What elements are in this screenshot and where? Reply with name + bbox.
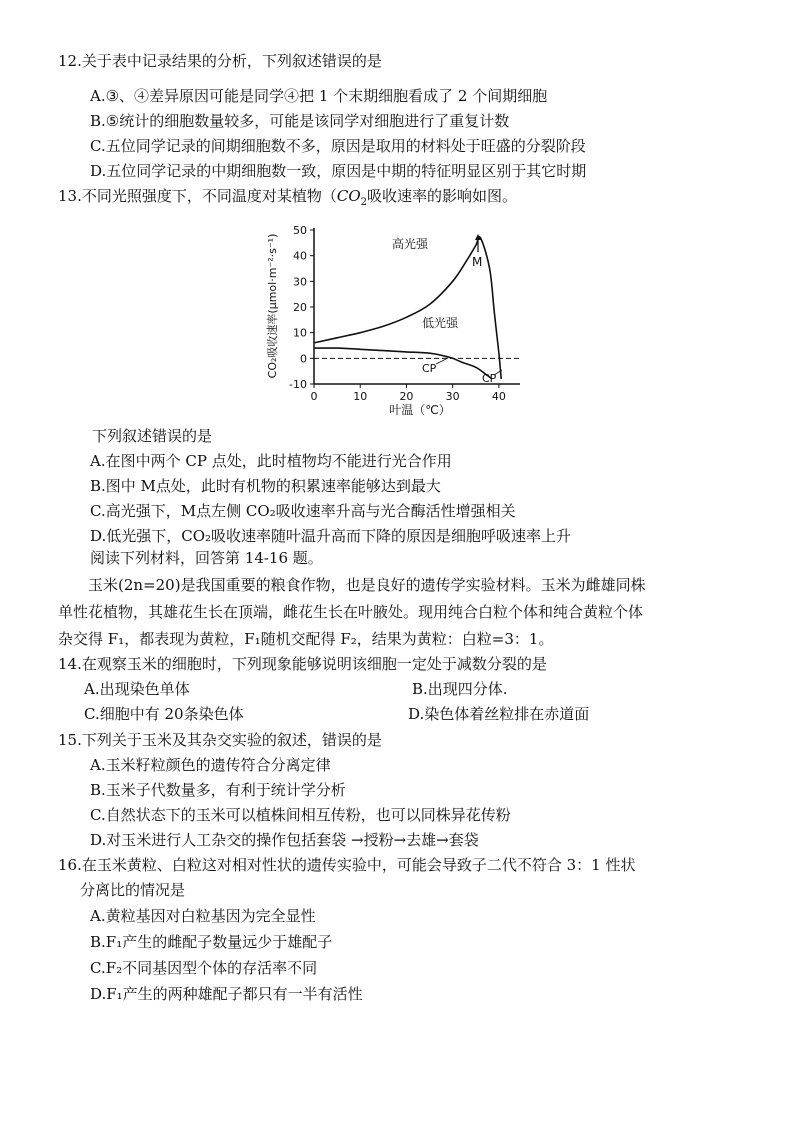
x-tick-label: 40 (491, 390, 506, 403)
q14-option-b: B.出现四分体. (412, 680, 508, 698)
annotation-cp-high: CP (482, 372, 497, 385)
x-tick-label: 0 (310, 390, 318, 403)
material-line-3: 杂交得 F₁，都表现为黄粒，F₁随机交配得 F₂，结果为黄粒：白粒=3：1。 (58, 630, 554, 648)
series-label-low: 低光强 (422, 316, 459, 330)
material-line-2: 单性花植物，其雄花生长在顶端，雌花生长在叶腋处。现用纯合白粒个体和纯合黄粒个体 (58, 603, 644, 621)
q13-option-a: A.在图中两个 CP 点处，此时植物均不能进行光合作用 (90, 452, 452, 470)
q13-option-c: C.高光强下，M点左侧 CO₂吸收速率升高与光合酶活性增强相关 (90, 502, 516, 520)
y-tick-label: 30 (293, 275, 307, 289)
x-axis-label: 叶温（℃） (389, 403, 451, 417)
y-tick-label: -10 (289, 378, 307, 391)
y-axis-label: CO₂吸收速率(μmol·m⁻²·s⁻¹) (266, 233, 279, 379)
annotation-cp-low: CP (422, 362, 437, 375)
q13-prompt: 下列叙述错误的是 (92, 427, 213, 445)
y-tick-label: 10 (293, 326, 307, 340)
x-tick-label: 30 (445, 390, 460, 403)
q13-stem: 13.不同光照强度下，不同温度对某植物（$CO_2$吸收速率的影响如图。 (58, 187, 518, 208)
q15-stem: 15.下列关于玉米及其杂交实验的叙述，错误的是 (58, 731, 382, 749)
x-tick-label: 10 (353, 390, 368, 403)
q12-option-a: A.③、④差异原因可能是同学④把 1 个末期细胞看成了 2 个间期细胞 (90, 87, 548, 105)
series-label-high: 高光强 (392, 237, 429, 251)
q12-option-b: B.⑤统计的细胞数量较多，可能是该同学对细胞进行了重复计数 (90, 112, 510, 130)
q12-stem: 12.关于表中记录结果的分析，下列叙述错误的是 (58, 52, 382, 70)
q14-option-d: D.染色体着丝粒排在赤道面 (408, 705, 590, 723)
y-tick-label: 50 (293, 224, 307, 237)
series-line-low-light (314, 348, 492, 379)
q15-option-d: D.对玉米进行人工杂交的操作包括套袋 →授粉→去雄→套袋 (90, 831, 479, 849)
q16-option-a: A.黄粒基因对白粒基因为完全显性 (90, 907, 316, 925)
co2-uptake-chart (260, 214, 530, 424)
q13-option-d: D.低光强下，CO₂吸收速率随叶温升高而下降的原因是细胞呼吸速率上升 (90, 527, 572, 545)
q16-stem: 16.在玉米黄粒、白粒这对相对性状的遗传实验中，可能会导致子二代不符合 3：1 性状 (58, 856, 636, 874)
q16-stem-cont: 分离比的情况是 (80, 881, 186, 899)
q15-option-b: B.玉米子代数量多，有利于统计学分析 (90, 781, 346, 799)
q12-option-d: D.五位同学记录的中期细胞数一致，原因是中期的特征明显区别于其它时期 (90, 162, 587, 180)
q15-option-c: C.自然状态下的玉米可以植株间相互传粉，也可以同株异花传粉 (90, 806, 511, 824)
q16-option-d: D.F₁产生的两种雄配子都只有一半有活性 (90, 985, 363, 1003)
q13-option-b: B.图中 M点处，此时有机物的积累速率能够达到最大 (90, 477, 441, 495)
material-intro: 阅读下列材料，回答第 14-16 题。 (90, 549, 323, 567)
q14-option-c: C.细胞中有 20条染色体 (84, 705, 244, 723)
y-tick-label: 40 (293, 249, 307, 263)
y-tick-label: 0 (300, 352, 307, 366)
x-tick-label: 20 (399, 390, 414, 403)
q14-option-a: A.出现染色单体 (84, 680, 190, 698)
q14-stem: 14.在观察玉米的细胞时，下列现象能够说明该细胞一定处于减数分裂的是 (58, 655, 547, 673)
q16-option-b: B.F₁产生的雌配子数量远少于雄配子 (90, 933, 333, 951)
q16-option-c: C.F₂不同基因型个体的存活率不同 (90, 959, 318, 977)
q15-option-a: A.玉米籽粒颜色的遗传符合分离定律 (90, 756, 331, 774)
q12-option-c: C.五位同学记录的间期细胞数不多，原因是取用的材料处于旺盛的分裂阶段 (90, 137, 586, 155)
material-line-1: 玉米(2n=20)是我国重要的粮食作物，也是良好的遗传学实验材料。玉米为雌雄同株 (88, 576, 646, 594)
annotation-m: M (472, 255, 483, 269)
y-tick-label: 20 (293, 301, 307, 314)
